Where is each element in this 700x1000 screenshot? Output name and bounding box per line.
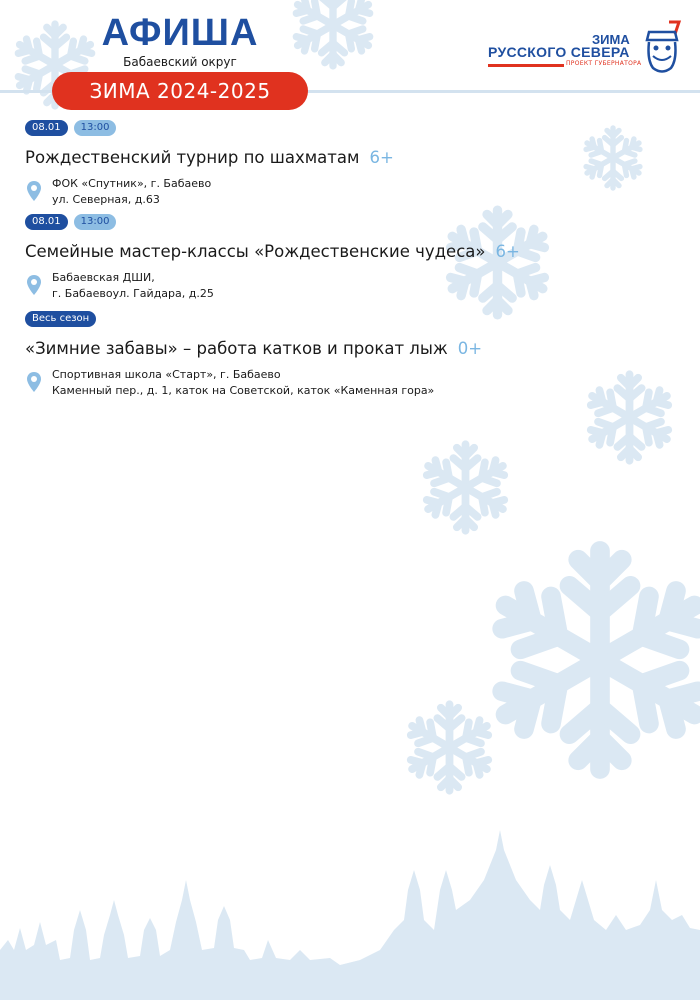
logo-text-russian-north: РУССКОГО СЕВЕРА [488,44,630,60]
logo-text-winter: ЗИМА [592,32,630,47]
time-badge: 13:00 [74,214,117,230]
event-title-text: «Зимние забавы» – работа катков и прокат лыж [25,339,448,358]
location-pin-icon [27,181,41,201]
location-pin-icon [27,372,41,392]
age-rating: 6+ [495,242,520,261]
age-rating: 0+ [457,339,483,358]
event-location [25,176,675,208]
snowflake-icon [402,700,497,795]
logo-text-governor-project: ПРОЕКТ ГУБЕРНАТОРА [566,60,642,67]
santa-icon [639,20,685,76]
date-badge: 08.01 [25,120,68,136]
winter-russian-north-logo [484,20,684,76]
event-title [25,148,675,168]
event-badges [25,120,675,136]
event-title-text: Рождественский турнир по шахматам [25,148,360,167]
location-line-2: Каменный пер., д. 1, каток на Советской, каток «Каменная гора» [52,384,435,397]
location-line-1: ФОК «Спутник», г. Бабаево [52,177,212,190]
season-banner: ЗИМА 2024-2025 [52,72,308,110]
page-title: АФИША [101,12,259,54]
event-badges [25,214,675,230]
location-line-2: ул. Северная, д.63 [52,193,160,206]
location-line-1: Спортивная школа «Старт», г. Бабаево [52,368,281,381]
event-title [25,242,675,262]
season-badge: Весь сезон [25,311,96,327]
logo-underline [488,64,564,67]
snowflake-icon [418,440,513,535]
event-title-text: Семейные мастер-классы «Рождественские чудеса» [25,242,486,261]
event-title [25,339,675,359]
event-badges [25,311,675,327]
time-badge: 13:00 [74,120,117,136]
event-item [25,120,675,208]
date-badge: 08.01 [25,214,68,230]
district-subtitle: Бабаевский округ [123,55,237,69]
age-rating: 6+ [369,148,394,167]
event-item [25,214,675,302]
snowflake-icon [480,540,700,780]
location-line-2: г. Бабаевоул. Гайдара, д.25 [52,287,214,300]
city-skyline [0,810,700,1000]
event-item [25,311,675,399]
location-pin-icon [27,275,41,295]
event-location [25,367,675,399]
location-line-1: Бабаевская ДШИ, [52,271,155,284]
event-location [25,270,675,302]
snowflake-icon [288,0,378,70]
